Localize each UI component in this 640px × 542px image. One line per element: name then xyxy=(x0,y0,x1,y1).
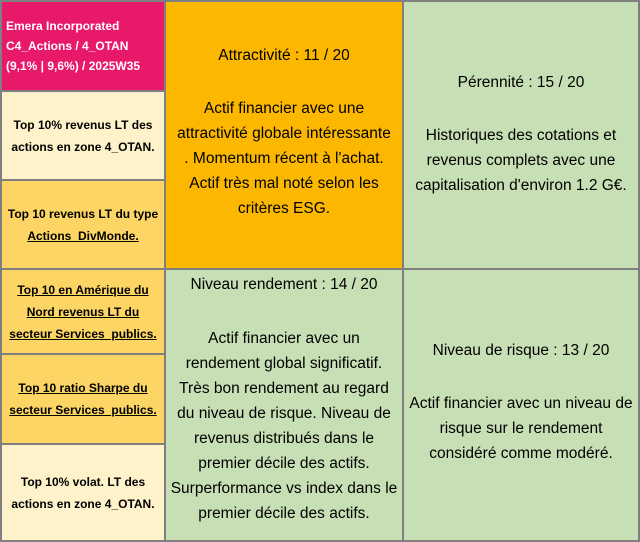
panel-line: Actif très mal noté selon les xyxy=(189,175,379,192)
panel-line: premier décile des actifs. xyxy=(198,505,370,522)
tag-link-secteur[interactable]: Top 10 en Amérique du Nord revenus LT du secteur Services_publics. xyxy=(9,282,157,341)
panel-title: Attractivité : 11 / 20 xyxy=(218,47,350,64)
tag-top10-sharpe xyxy=(1,354,165,444)
tag-link-sharpe[interactable]: Top 10 ratio Sharpe du secteur Services_publics. xyxy=(9,381,157,417)
panel-line: risque sur le rendement xyxy=(439,420,603,437)
panel-title: Niveau de risque : 13 / 20 xyxy=(432,342,610,359)
panel-line: Actif financier avec un xyxy=(208,330,360,347)
panel-line: . Momentum récent à l'achat. xyxy=(184,150,384,167)
panel-perennite xyxy=(403,1,639,269)
tag-text: Top 10% volat. LT des actions en zone 4_OTAN. xyxy=(11,474,155,511)
panel-line: Actif financier avec une xyxy=(203,100,365,117)
panel-line: premier décile des actifs. xyxy=(198,455,370,472)
panel-title: Niveau rendement : 14 / 20 xyxy=(190,276,378,293)
panel-line: Historiques des cotations et xyxy=(425,127,617,144)
tag-link-type[interactable]: Actions_DivMonde. xyxy=(27,228,139,243)
asset-header xyxy=(1,1,165,91)
panel-line: Actif financier avec un niveau de xyxy=(409,395,633,412)
tag-top10-type xyxy=(1,180,165,269)
panel-line: critères ESG. xyxy=(237,200,331,217)
panel-line: revenus complets avec une xyxy=(426,152,616,169)
tag-top10-amerique-nord xyxy=(1,269,165,354)
panel-title: Pérennité : 15 / 20 xyxy=(457,74,585,91)
asset-name: Emera Incorporated xyxy=(6,19,120,33)
panel-line: attractivité globale intéressante xyxy=(177,125,391,142)
tag-top10-revenus-zone xyxy=(1,91,165,180)
tag-top10-volatilite xyxy=(1,444,165,541)
panel-line: Surperformance vs index dans le xyxy=(170,480,398,497)
asset-stats: (9,1% | 9,6%) / 2025W35 xyxy=(6,59,141,73)
panel-line: Très bon rendement au regard xyxy=(179,380,389,397)
tag-text: Top 10 revenus LT du type xyxy=(7,206,159,221)
panel-line: revenus distribués dans le xyxy=(193,430,375,447)
panel-line: capitalisation d'environ 1.2 G€. xyxy=(415,177,627,194)
panel-line: rendement global significatif. xyxy=(185,355,383,372)
panel-rendement xyxy=(165,269,403,541)
panel-risque xyxy=(403,269,639,541)
panel-attractivite xyxy=(165,1,403,269)
asset-category: C4_Actions / 4_OTAN xyxy=(6,39,129,53)
panel-line: considéré comme modéré. xyxy=(429,445,613,462)
panel-line: du niveau de risque. Niveau de xyxy=(177,405,391,422)
tag-text: Top 10% revenus LT des actions en zone 4_OTAN. xyxy=(11,117,155,154)
